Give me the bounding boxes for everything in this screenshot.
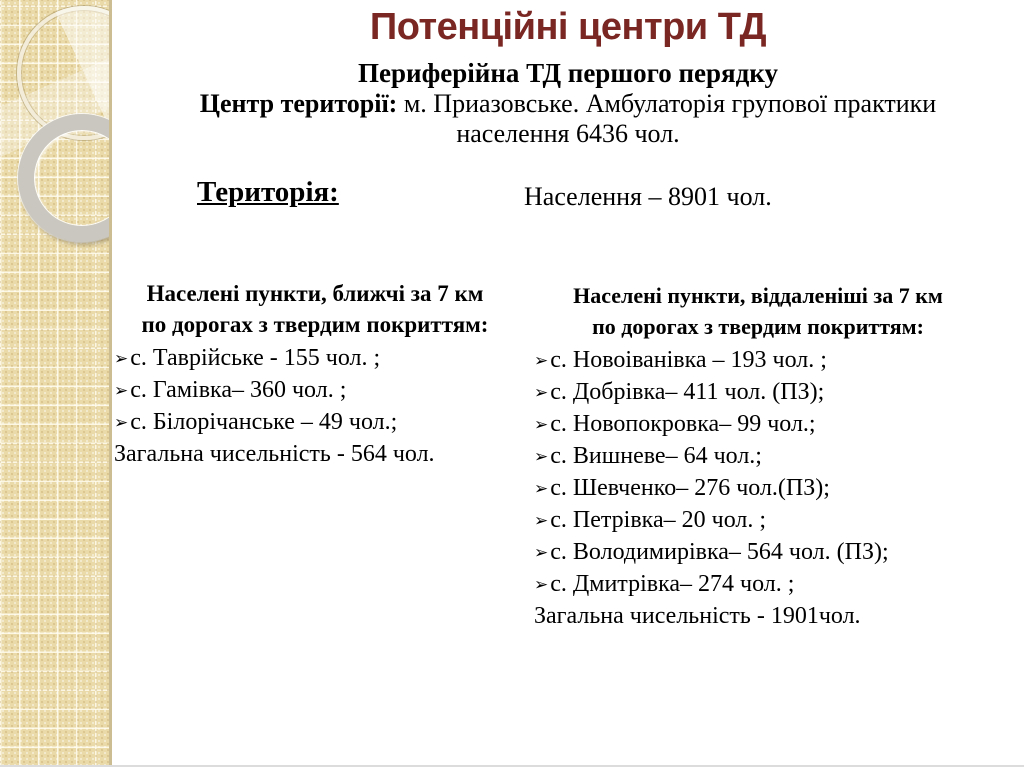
- arrow-bullet-icon: ➢: [114, 413, 129, 433]
- list-item-text: с. Шевченко– 276 чол.(ПЗ);: [550, 475, 830, 501]
- list-item: [534, 345, 982, 377]
- list-item-text: с. Володимирівка– 564 чол. (ПЗ);: [550, 539, 889, 565]
- near-settlements-column: [114, 278, 516, 470]
- list-item-text: с. Новоіванівка – 193 чол. ;: [550, 347, 827, 373]
- list-item: [534, 505, 982, 537]
- arrow-bullet-icon: ➢: [534, 351, 549, 371]
- list-item: [534, 377, 982, 409]
- list-item-text: с. Петрівка– 20 чол. ;: [550, 507, 767, 533]
- slide-subtitle: [112, 57, 1024, 149]
- far-settlements-column: [534, 280, 982, 632]
- list-item: [114, 343, 516, 375]
- sidebar-decoration: [0, 0, 112, 767]
- territory-heading: Територія:: [197, 176, 339, 208]
- list-item-text: с. Дмитрівка– 274 чол. ;: [550, 571, 795, 597]
- near-header-line2: по дорогах з твердим покриттям:: [141, 312, 489, 337]
- list-item: [534, 473, 982, 505]
- subtitle-line1: Периферійна ТД першого перядку: [358, 58, 778, 88]
- arrow-bullet-icon: ➢: [534, 575, 549, 595]
- list-item: [534, 537, 982, 569]
- far-total-text: Загальна чисельність - 1901чол.: [534, 603, 861, 629]
- far-header-line1: Населені пункти, віддаленіші за 7 км: [573, 283, 943, 308]
- arrow-bullet-icon: ➢: [534, 383, 549, 403]
- arrow-bullet-icon: ➢: [534, 415, 549, 435]
- population-text: Населення – 8901 чол.: [524, 182, 772, 211]
- subtitle-line2-bold: Центр території:: [199, 89, 398, 118]
- arrow-bullet-icon: ➢: [534, 511, 549, 531]
- list-item-text: с. Таврійське - 155 чол. ;: [130, 345, 381, 371]
- list-item: [534, 569, 982, 601]
- near-header-line1: Населені пункти, ближчі за 7 км: [146, 281, 484, 306]
- far-header-line2: по дорогах з твердим покриттям:: [592, 314, 924, 339]
- list-item: [114, 407, 516, 439]
- list-item: [114, 375, 516, 407]
- far-column-header: [534, 280, 982, 342]
- subtitle-line2-rest: м. Приазовське. Амбулаторія групової практики: [397, 89, 937, 118]
- arrow-bullet-icon: ➢: [114, 349, 129, 369]
- list-item-text: с. Вишневе– 64 чол.;: [550, 443, 762, 469]
- list-item-text: с. Новопокровка– 99 чол.;: [550, 411, 816, 437]
- arrow-bullet-icon: ➢: [534, 543, 549, 563]
- list-item-text: с. Добрівка– 411 чол. (ПЗ);: [550, 379, 825, 405]
- arrow-bullet-icon: ➢: [114, 381, 129, 401]
- arrow-bullet-icon: ➢: [534, 447, 549, 467]
- near-column-header: [114, 278, 516, 340]
- far-settlements-list: [534, 345, 982, 632]
- list-item-text: с. Білорічанське – 49 чол.;: [130, 409, 398, 435]
- near-total-text: Загальна чисельність - 564 чол.: [114, 441, 435, 467]
- subtitle-line2: [112, 89, 1024, 119]
- list-item: [534, 409, 982, 441]
- near-settlements-list: [114, 343, 516, 470]
- arrow-bullet-icon: ➢: [534, 479, 549, 499]
- list-item-text: с. Гамівка– 360 чол. ;: [130, 377, 347, 403]
- list-item: [534, 441, 982, 473]
- subtitle-line3: населення 6436 чол.: [456, 119, 680, 148]
- slide-title: Потенційні центри ТД: [369, 6, 767, 48]
